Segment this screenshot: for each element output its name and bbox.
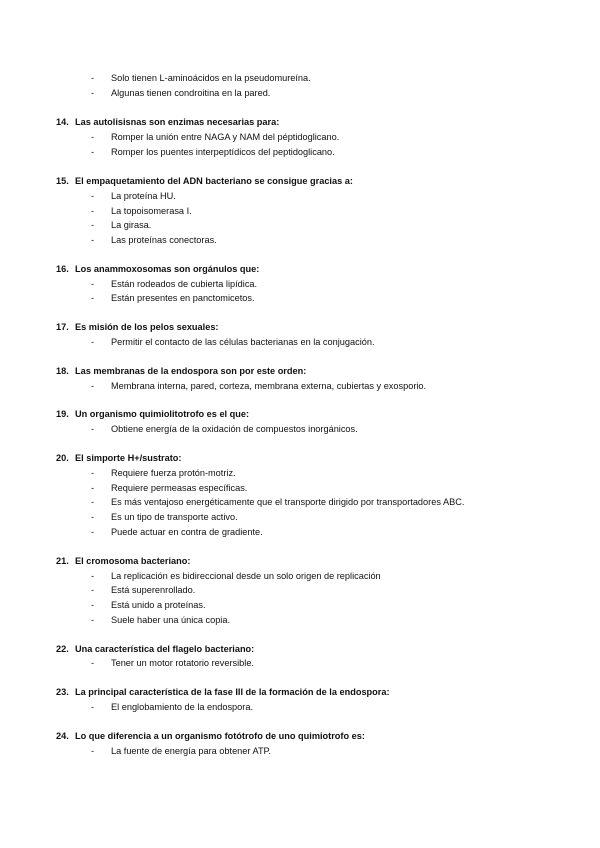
- bullet-dash: -: [91, 600, 95, 610]
- bullet-dash: -: [91, 73, 95, 83]
- bullet-dash: -: [91, 615, 95, 625]
- bullet-dash: -: [91, 585, 95, 595]
- bullet-dash: -: [91, 132, 95, 142]
- bullet-dash: -: [91, 483, 95, 493]
- bullet-dash: -: [91, 220, 95, 230]
- bullet-dash: -: [91, 424, 95, 434]
- bullet-dash: -: [91, 746, 95, 756]
- bullet-dash: -: [91, 235, 95, 245]
- bullet-dash: -: [91, 88, 95, 98]
- bullet-dash: -: [91, 468, 95, 478]
- bullet-dash: -: [91, 702, 95, 712]
- bullet-dash: -: [91, 512, 95, 522]
- bullet-dash: -: [91, 293, 95, 303]
- bullet-dash: -: [91, 658, 95, 668]
- document-page: - Solo tienen L-aminoácidos en la pseudomureína. - Algunas tienen condroitina en la pared. 14. Las autolisisnas son enzimas necesarias para: - Romper la unión entre NAGA y NAM del péptidoglicano. - Romper los puentes interpeptídicos del peptidoglicano. 15. El empaquetamiento del ADN bacteriano se consigue gracias a: - La proteína HU. - La topoisomerasa I. - La girasa. - Las proteínas conectoras. 16. Los anammoxosomas son orgánulos que: - Están rodeados de cubierta lipídica. - Están presentes en panctomicetos. 17. Es misión de los pelos sexuales: - Permitir el contacto de las células bacterianas en la conjugación. 18. Las membranas de la endospora son por este orden: - Membrana interna, pared, corteza, membrana externa, cubiertas y exosporio. 19. Un organismo quimiolitotrofo es el que: - Obtiene energía de la oxidación de compuestos inorgánicos. 20. El simporte H+/sustrato: - Requiere fuerza protón-motriz. - Requiere permeasas específicas. - Es más ventajoso energéticamente que el transporte dirigido por transportadores ABC. - Es un tipo de transporte activo. - Puede actuar en contra de gradiente. 21. El cromosoma bacteriano: - La replicación es bidireccional desde un solo origen de replicación - Está superenrollado. - Está unido a proteínas. - Suele haber una única copia. 22. Una característica del flagelo bacteriano: - Tener un motor rotatorio reversible. 23. La principal característica de la fase III de la formación de la endospora: - El englobamiento de la endospora. 24. Lo que diferencia a un organismo fotótrofo de uno quimiotrofo es: - La fuente de energía para obtener ATP.: [56, 73, 465, 756]
- bullet-dash: -: [91, 527, 95, 537]
- bullet-dash: -: [91, 279, 95, 289]
- bullet-dash: -: [91, 571, 95, 581]
- bullet-dash: -: [91, 337, 95, 347]
- bullet-dash: -: [91, 147, 95, 157]
- bullet-dash: -: [91, 206, 95, 216]
- bullet-dash: -: [91, 381, 95, 391]
- bullet-dash: -: [91, 191, 95, 201]
- bullet-dash: -: [91, 497, 95, 507]
